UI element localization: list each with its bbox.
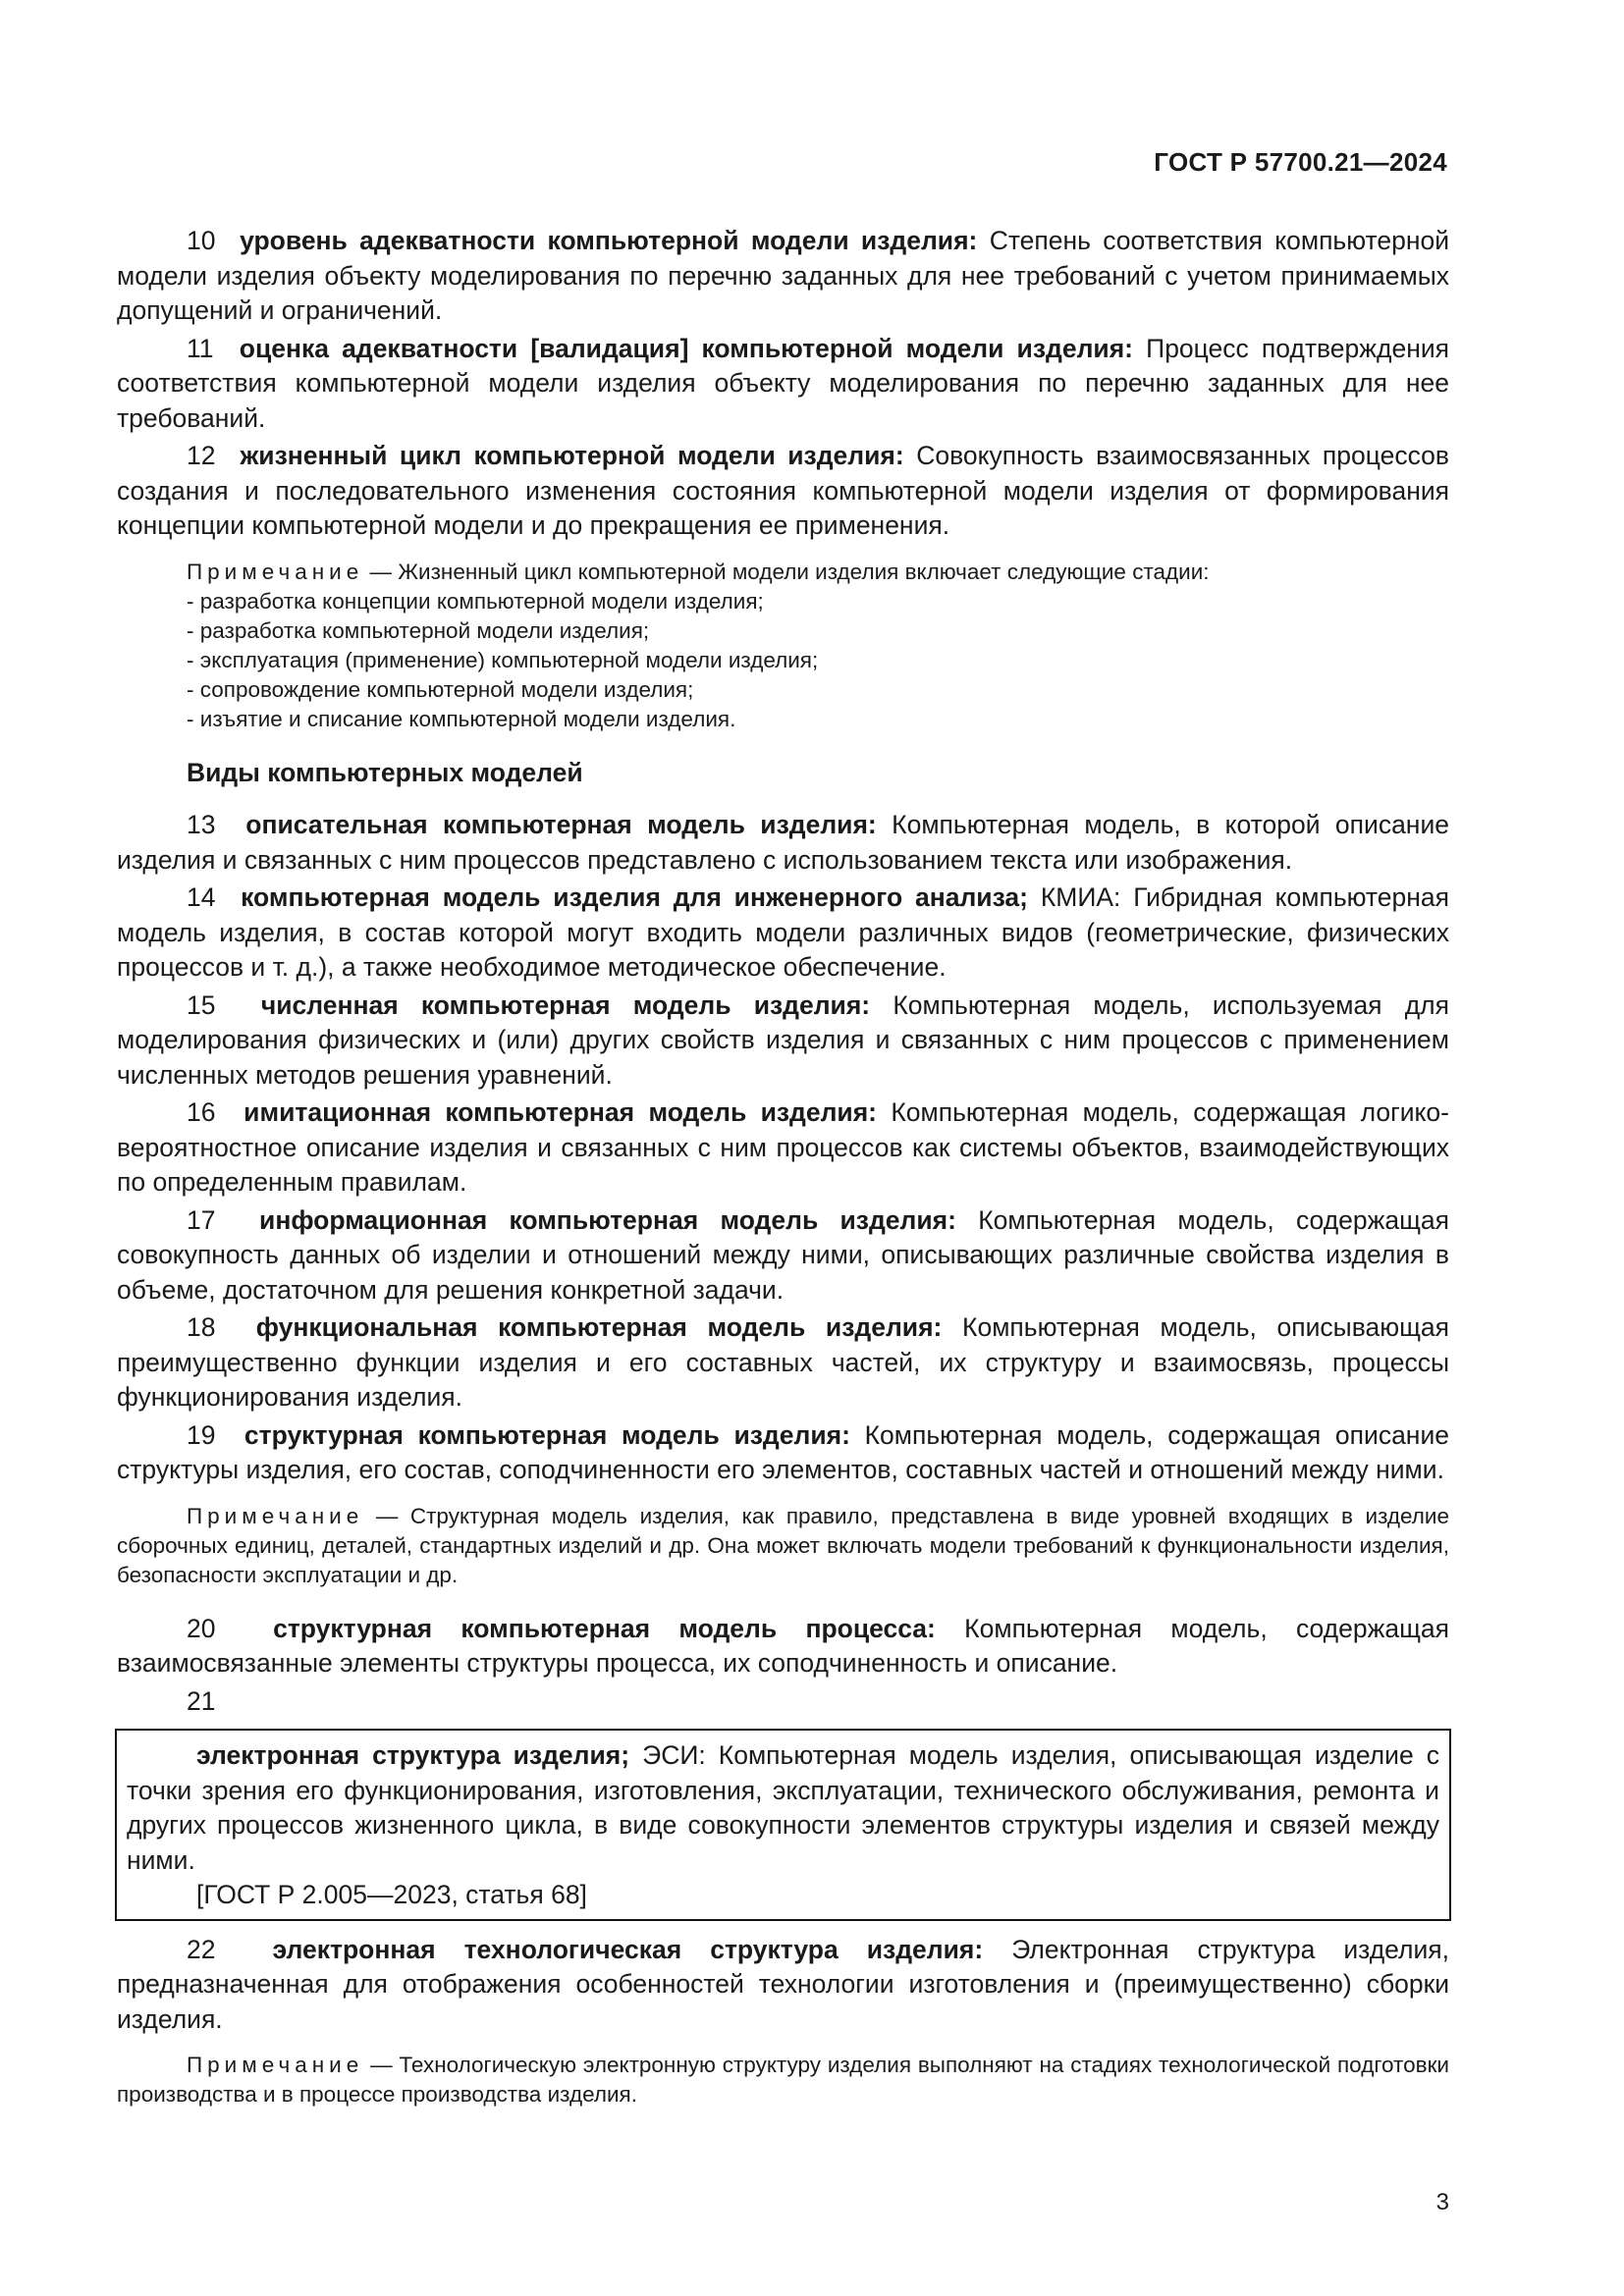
list-item: - разработка концепции компьютерной модели изделия; (187, 587, 1449, 616)
note-label: Примечание (187, 559, 364, 584)
term-13 (117, 808, 1449, 878)
term-definition: Электронная структура изделия, предназначенная для отображения особенностей технологии изготовления и (преимущественно) сборки изделия. (117, 1934, 1449, 2034)
term-18 (117, 1310, 1449, 1415)
term-number: 19 (187, 1419, 216, 1450)
term-definition: Степень соответствия компьютерной модели изделия объекту моделирования по перечню заданных для нее требований с учетом принимаемых допущений и ограничений. (117, 226, 1450, 325)
term-10 (117, 224, 1449, 329)
note-text: — Технологическую электронную структуру изделия выполняют на стадиях технологической подготовки производства и в процессе производства изделия. (117, 2053, 1449, 2107)
term-name: структурная компьютерная модель изделия: (244, 1419, 850, 1450)
term-name: уровень адекватности компьютерной модели изделия: (240, 226, 978, 255)
document-id-header: ГОСТ Р 57700.21—2024 (1154, 147, 1447, 177)
term-definition: Компьютерная модель, в которой описание изделия и связанных с ним процессов представлено с использованием текста или изображения. (117, 810, 1449, 875)
list-item: - изъятие и списание компьютерной модели изделия. (187, 705, 1449, 734)
note-label: Примечание (187, 1503, 364, 1528)
term-20 (117, 1612, 1449, 1682)
term-number: 22 (187, 1934, 216, 1964)
term-22 (117, 1933, 1449, 2038)
list-item: - сопровождение компьютерной модели изделия; (187, 675, 1449, 705)
term-number: 13 (187, 810, 216, 839)
note-technological (117, 2051, 1449, 2109)
term-definition: Компьютерная модель, описывающая преимущественно функции изделия и его составных частей, их структуру и взаимосвязь, процессы функционирования изделия. (117, 1312, 1449, 1412)
page-number: 3 (1435, 2189, 1449, 2216)
term-definition: ЭСИ: Компьютерная модель изделия, описывающая изделие с точки зрения его функционирования, изготовления, эксплуатации, технического обслуживания, ремонта и других процессов жизненного цикла, в виде совокупности элементов структуры изделия и связей между ними. (127, 1740, 1439, 1875)
term-name: имитационная компьютерная модель изделия: (244, 1097, 878, 1127)
note-text: — Жизненный цикл компьютерной модели изделия включает следующие стадии: (369, 559, 1210, 584)
term-number: 20 (187, 1613, 216, 1643)
term-definition: Компьютерная модель, содержащая взаимосвязанные элементы структуры процесса, их соподчиненность и описание. (117, 1613, 1449, 1678)
term-definition: Процесс подтверждения соответствия компьютерной модели изделия объекту моделирования по перечню заданных для нее требований. (117, 333, 1449, 433)
term-name: функциональная компьютерная модель изделия: (255, 1312, 943, 1342)
term-14 (117, 881, 1449, 986)
page-content (117, 224, 1449, 2109)
term-name: описательная компьютерная модель изделия: (245, 810, 877, 839)
term-number: 17 (187, 1204, 216, 1235)
note-text: — Структурная модель изделия, как правило, представлена в виде уровней входящих в изделие сборочных единиц, деталей, стандартных изделий и др. Она может включать модели требований к функциональности изделия, безопасности эксплуатации и др. (117, 1503, 1449, 1587)
term-21-box (115, 1729, 1451, 1921)
list-item: - разработка компьютерной модели изделия; (187, 616, 1449, 646)
term-definition: Компьютерная модель, содержащая описание структуры изделия, его состав, соподчиненности его элементов, составных частей и отношений между ними. (117, 1419, 1449, 1484)
term-17 (117, 1203, 1449, 1308)
term-definition: Компьютерная модель, содержащая логико-вероятностное описание изделия и связанных с ним процессов как системы объектов, взаимодействующих по определенным правилам. (117, 1097, 1449, 1197)
term-number: 12 (187, 441, 216, 470)
term-definition: КМИА: Гибридная компьютерная модель изделия, в состав которой могут входить модели различных видов (геометрические, физических процессов и т. д.), а также необходимое методическое обеспечение. (117, 882, 1449, 982)
term-definition: Компьютерная модель, используемая для моделирования физических и (или) других свойств изделия и связанных с ним процессов с применением численных методов решения уравнений. (117, 989, 1449, 1090)
term-name: жизненный цикл компьютерной модели изделия: (240, 441, 904, 470)
note-lifecycle-list (187, 587, 1449, 734)
note-label: Примечание (187, 2053, 364, 2077)
term-source-reference: [ГОСТ Р 2.005—2023, статья 68] (196, 1880, 587, 1909)
term-21 (127, 1738, 1439, 1878)
term-name: оценка адекватности [валидация] компьютерной модели изделия: (239, 333, 1133, 363)
term-name: компьютерная модель изделия для инженерного анализа; (241, 882, 1028, 912)
term-12 (117, 439, 1449, 544)
term-name: электронная структура изделия; (196, 1740, 630, 1770)
term-number: 18 (187, 1312, 216, 1342)
term-number: 15 (187, 989, 216, 1020)
section-heading: Виды компьютерных моделей (187, 757, 583, 787)
term-number: 10 (187, 226, 216, 255)
term-16 (117, 1095, 1449, 1201)
term-name: численная компьютерная модель изделия: (260, 989, 871, 1020)
note-structural (117, 1502, 1449, 1590)
term-19 (117, 1418, 1449, 1488)
term-definition: Совокупность взаимосвязанных процессов создания и последовательного изменения состояния компьютерной модели изделия от формирования концепции компьютерной модели и до прекращения ее применения. (117, 441, 1449, 540)
term-number: 16 (187, 1097, 216, 1127)
term-name: электронная технологическая структура изделия: (272, 1934, 984, 1964)
term-11 (117, 332, 1449, 437)
term-definition: Компьютерная модель, содержащая совокупность данных об изделии и отношений между ними, описывающих различные свойства изделия в объеме, достаточном для решения конкретной задачи. (117, 1204, 1449, 1305)
term-name: информационная компьютерная модель изделия: (259, 1204, 956, 1235)
term-name: структурная компьютерная модель процесса: (273, 1613, 936, 1643)
term-number: 11 (187, 333, 214, 363)
note-lifecycle (117, 558, 1449, 587)
term-15 (117, 988, 1449, 1094)
term-number: 14 (187, 882, 216, 912)
list-item: - эксплуатация (применение) компьютерной модели изделия; (187, 646, 1449, 675)
term-21-number: 21 (187, 1685, 216, 1716)
